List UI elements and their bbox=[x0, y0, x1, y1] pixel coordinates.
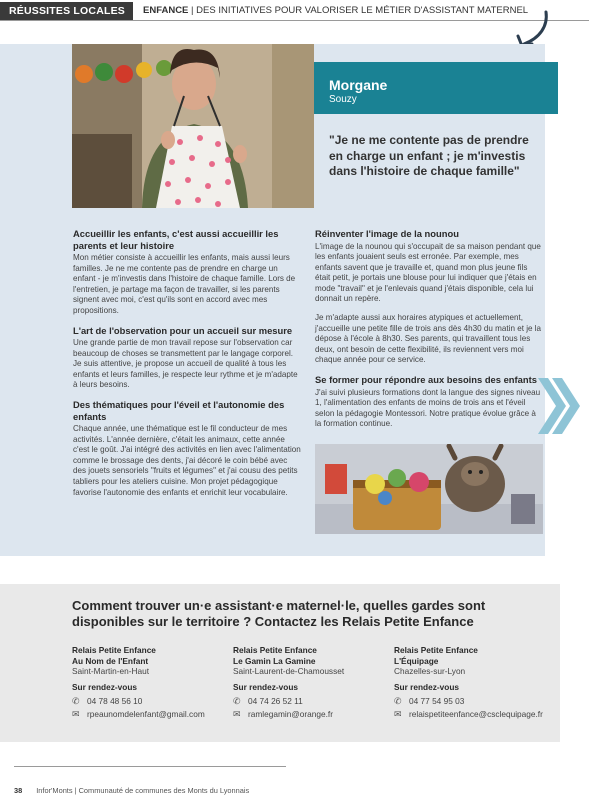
relais-phone[interactable] bbox=[394, 695, 554, 708]
relais-appointment: Sur rendez-vous bbox=[394, 681, 460, 692]
relais-card bbox=[233, 645, 393, 721]
relais-name: Au Nom de l'Enfant bbox=[72, 655, 149, 666]
chevron-right-icon bbox=[536, 374, 580, 438]
relais-name: Le Gamin La Gamine bbox=[233, 655, 316, 666]
relais-appointment: Sur rendez-vous bbox=[72, 681, 138, 692]
relais-name: L'Équipage bbox=[394, 655, 439, 666]
relais-type: Relais Petite Enfance bbox=[72, 645, 156, 655]
contact-title: Comment trouver un·e assistant·e maternel·le, quelles gardes sont disponibles sur le territoire ? Contactez les Relais Petite Enfance bbox=[72, 598, 486, 629]
relais-phone[interactable] bbox=[233, 695, 393, 708]
toys-photo bbox=[315, 444, 543, 534]
header-rule bbox=[0, 20, 589, 21]
profile-place: Souzy bbox=[329, 94, 357, 105]
relais-city: Chazelles-sur-Lyon bbox=[394, 666, 466, 676]
section-description: | DES INITIATIVES POUR VALORISER LE MÉTIER D'ASSISTANT MATERNEL bbox=[191, 5, 529, 16]
article-heading: Réinventer l'image de la nounou bbox=[315, 228, 459, 239]
section-subtitle bbox=[143, 2, 528, 20]
section-tag: RÉUSSITES LOCALES bbox=[0, 2, 133, 20]
relais-email[interactable] bbox=[233, 708, 393, 721]
article-heading: Des thématiques pour l'éveil et l'autonomie des enfants bbox=[73, 399, 285, 422]
phone-number: 04 77 54 95 03 bbox=[409, 696, 465, 706]
footer-rule bbox=[14, 766, 286, 767]
relais-card bbox=[394, 645, 554, 721]
envelope-icon: ✉ bbox=[72, 709, 80, 719]
article-column-left bbox=[73, 228, 301, 506]
profile-card bbox=[314, 62, 558, 114]
article-heading: Se former pour répondre aux besoins des enfants bbox=[315, 374, 537, 386]
relais-email[interactable] bbox=[394, 708, 554, 721]
article-paragraph: J'ai suivi plusieurs formations dont la langue des signes niveau 1, l'alimentation des enfants de moins de trois ans et l'éveil selon la pédagogie Montessori. Notre pratique évolue grâce à la formation continue. bbox=[315, 387, 541, 429]
article-paragraph: Mon métier consiste à accueillir les enfants, mais aussi leurs familles. Je ne me contente pas de prendre en charge un enfant - je m'investis dans l'histoire de chaque famille. Lors de l'entretien, je partage ma façon de travailler, si les parents signent avec moi, c'est qu'ils sont en accord avec mes propositions. bbox=[73, 253, 296, 315]
phone-icon: ✆ bbox=[394, 696, 402, 706]
envelope-icon: ✉ bbox=[233, 709, 241, 719]
article-paragraph: Chaque année, une thématique est le fil conducteur de mes activités. L'année dernière, c'était les animaux, cette année c'est le goût. J'ai intégré des activités en lien avec l'alimentation comme le brossage des dents, j'ai décoré le coin bébé avec des jouets sensoriels "fruits et légumes" et j'ai cousu des petits tabliers pour les ateliers cuisine. Mon projet pédagogique favorise l'autonomie des enfants et enrichit leur vocabulaire. bbox=[73, 424, 301, 497]
relais-city: Saint-Laurent-de-Chamousset bbox=[233, 666, 345, 676]
email-address: rpeaunomdelenfant@gmail.com bbox=[87, 709, 205, 719]
relais-type: Relais Petite Enfance bbox=[394, 645, 478, 655]
relais-type: Relais Petite Enfance bbox=[233, 645, 317, 655]
page-number: 38 bbox=[14, 786, 23, 795]
email-address: ramlegamin@orange.fr bbox=[248, 709, 333, 719]
phone-icon: ✆ bbox=[72, 696, 80, 706]
envelope-icon: ✉ bbox=[394, 709, 402, 719]
phone-number: 04 74 26 52 11 bbox=[248, 696, 303, 706]
article-paragraph: L'image de la nounou qui s'occupait de sa maison pendant que les enfants jouaient seuls est erronée. Par exemple, mes enfants savent que je travaille et, quand mon plus jeune fils était petit, je portais une blouse pour lui indiquer que j'étais en mode "travail" et je l'enlevais quand j'étais disponible, cela lui donnait un repère. bbox=[315, 241, 541, 304]
article-paragraph: Je m'adapte aussi aux horaires atypiques et actuellement, j'accueille une petite fille de trois ans dès 4h30 du matin et je la dépose à l'école à 8h30. Ses parents, qui travaillent tous les deux, ont besoin de cette flexibilité, ils reviennent vers moi chaque année pour ce service. bbox=[315, 313, 542, 365]
profile-name: Morgane bbox=[329, 77, 388, 93]
article-heading: Accueillir les enfants, c'est aussi accueillir les parents et leur histoire bbox=[73, 228, 279, 251]
portrait-photo bbox=[72, 44, 314, 208]
section-name: ENFANCE bbox=[143, 5, 189, 16]
article-column-right bbox=[315, 228, 543, 438]
relais-city: Saint-Martin-en-Haut bbox=[72, 666, 150, 676]
page-footer bbox=[14, 786, 249, 796]
pull-quote: "Je ne me contente pas de prendre en charge un enfant ; je m'investis dans l'histoire de chaque famille" bbox=[329, 133, 529, 178]
relais-appointment: Sur rendez-vous bbox=[233, 681, 299, 692]
footer-text: Infor'Monts | Communauté de communes des Monts du Lyonnais bbox=[36, 786, 250, 795]
relais-phone[interactable] bbox=[72, 695, 232, 708]
phone-icon: ✆ bbox=[233, 696, 241, 706]
relais-email[interactable] bbox=[72, 708, 232, 721]
relais-card bbox=[72, 645, 232, 721]
article-paragraph: Une grande partie de mon travail repose sur l'observation car beaucoup de choses se transmettent par le langage corporel. Je suis attentive, je propose un accueil de qualité à tous les enfants et leurs familles, je respecte leur rythme et je m'adapte à leurs besoins. bbox=[73, 338, 298, 390]
phone-number: 04 78 48 56 10 bbox=[87, 696, 143, 706]
email-address: relaispetiteenfance@csclequipage.fr bbox=[409, 709, 543, 719]
section-header bbox=[0, 2, 589, 20]
article-heading: L'art de l'observation pour un accueil sur mesure bbox=[73, 324, 293, 336]
